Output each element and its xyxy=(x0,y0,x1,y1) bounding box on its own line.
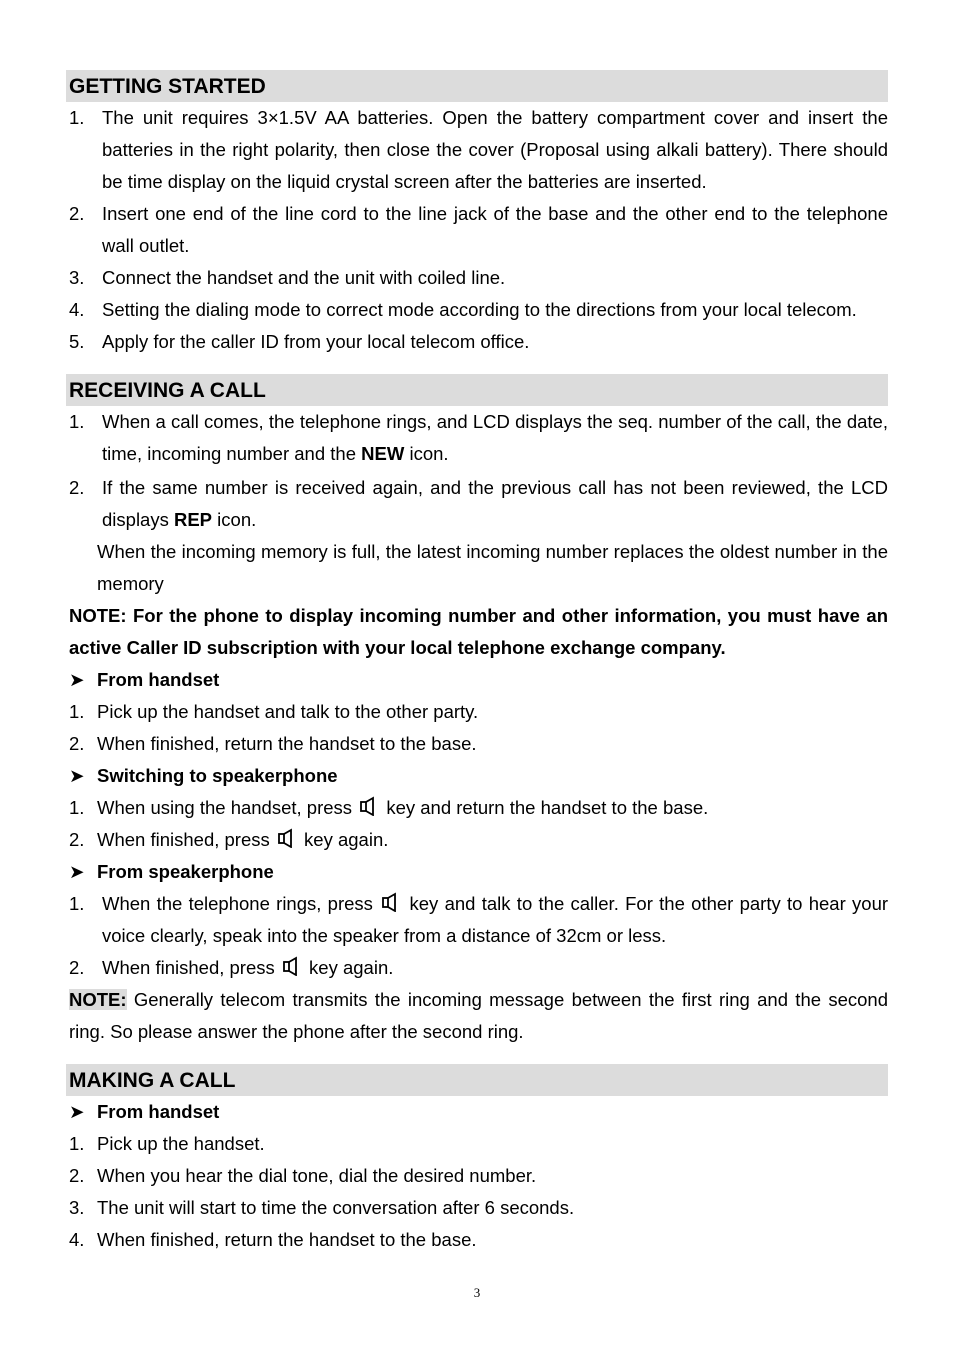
subheading-from-speakerphone: ➤ From speakerphone xyxy=(66,856,888,888)
section-heading-receiving-a-call: RECEIVING A CALL xyxy=(66,374,888,406)
list-item: 2. When finished, press key again. xyxy=(69,829,389,850)
list-item: 2. When finished, press key again. xyxy=(69,957,394,978)
ring-note: NOTE: Generally telecom transmits the incoming message between the first ring and the second ring. So please answer the phone after the second ring. xyxy=(69,989,888,1042)
subheading-switching-to-speakerphone: ➤ Switching to speakerphone xyxy=(66,760,888,792)
speaker-icon xyxy=(381,892,401,912)
list-item: 1. Pick up the handset. xyxy=(69,1133,265,1154)
subheading-from-handset: ➤ From handset xyxy=(66,1096,888,1128)
list-item: 2. Insert one end of the line cord to the line jack of the base and the other end to the telephone wall outlet. xyxy=(69,203,888,256)
list-item: 1. Pick up the handset and talk to the other party. xyxy=(69,701,479,722)
section-heading-getting-started: GETTING STARTED xyxy=(66,70,888,102)
memory-note: When the incoming memory is full, the latest incoming number replaces the oldest number in the memory xyxy=(97,541,888,594)
list-item: 4. When finished, return the handset to the base. xyxy=(69,1229,477,1250)
arrowhead-bullet-icon: ➤ xyxy=(69,1101,85,1122)
arrowhead-bullet-icon: ➤ xyxy=(69,765,85,786)
list-item: 2. When you hear the dial tone, dial the desired number. xyxy=(69,1165,537,1186)
manual-page xyxy=(66,70,888,1256)
list-item: 1. When using the handset, press key and return the handset to the base. xyxy=(69,797,709,818)
speaker-icon xyxy=(359,796,379,816)
speaker-icon xyxy=(277,828,297,848)
speaker-icon xyxy=(282,956,302,976)
subheading-from-handset: ➤ From handset xyxy=(66,664,888,696)
list-item: 3. Connect the handset and the unit with coiled line. xyxy=(69,267,506,288)
list-item: 1. When the telephone rings, press key and talk to the caller. For the other party to hear your voice clearly, speak into the speaker from a distance of 32cm or less. xyxy=(69,893,889,946)
list-item: 1. When a call comes, the telephone rings, and LCD displays the seq. number of the call, the date, time, incoming number and the NEW icon. xyxy=(69,411,888,464)
arrowhead-bullet-icon: ➤ xyxy=(69,669,85,690)
arrowhead-bullet-icon: ➤ xyxy=(69,861,85,882)
page-number: 3 xyxy=(473,1285,481,1300)
list-item: 3. The unit will start to time the conversation after 6 seconds. xyxy=(69,1197,575,1218)
list-item: 5. Apply for the caller ID from your local telecom office. xyxy=(69,331,530,352)
rep-icon-label: REP xyxy=(173,509,213,530)
caller-id-note: NOTE: For the phone to display incoming number and other information, you must have an active Caller ID subscription with your local telephone exchange company. xyxy=(69,605,888,658)
list-item: 2. When finished, return the handset to the base. xyxy=(69,733,477,754)
new-icon-label: NEW xyxy=(361,443,405,464)
list-item: 1. The unit requires 3×1.5V AA batteries. Open the battery compartment cover and insert the batteries in the right polarity, then close the cover (Proposal using alkali battery). There should be time display on the liquid crystal screen after the batteries are inserted. xyxy=(69,107,888,192)
list-item: 2. If the same number is received again, and the previous call has not been reviewed, the LCD displays REP icon. xyxy=(69,477,888,530)
section-heading-making-a-call: MAKING A CALL xyxy=(66,1064,888,1096)
list-item: 4. Setting the dialing mode to correct mode according to the directions from your local telecom. xyxy=(69,299,857,320)
note-label: NOTE: xyxy=(69,989,127,1010)
